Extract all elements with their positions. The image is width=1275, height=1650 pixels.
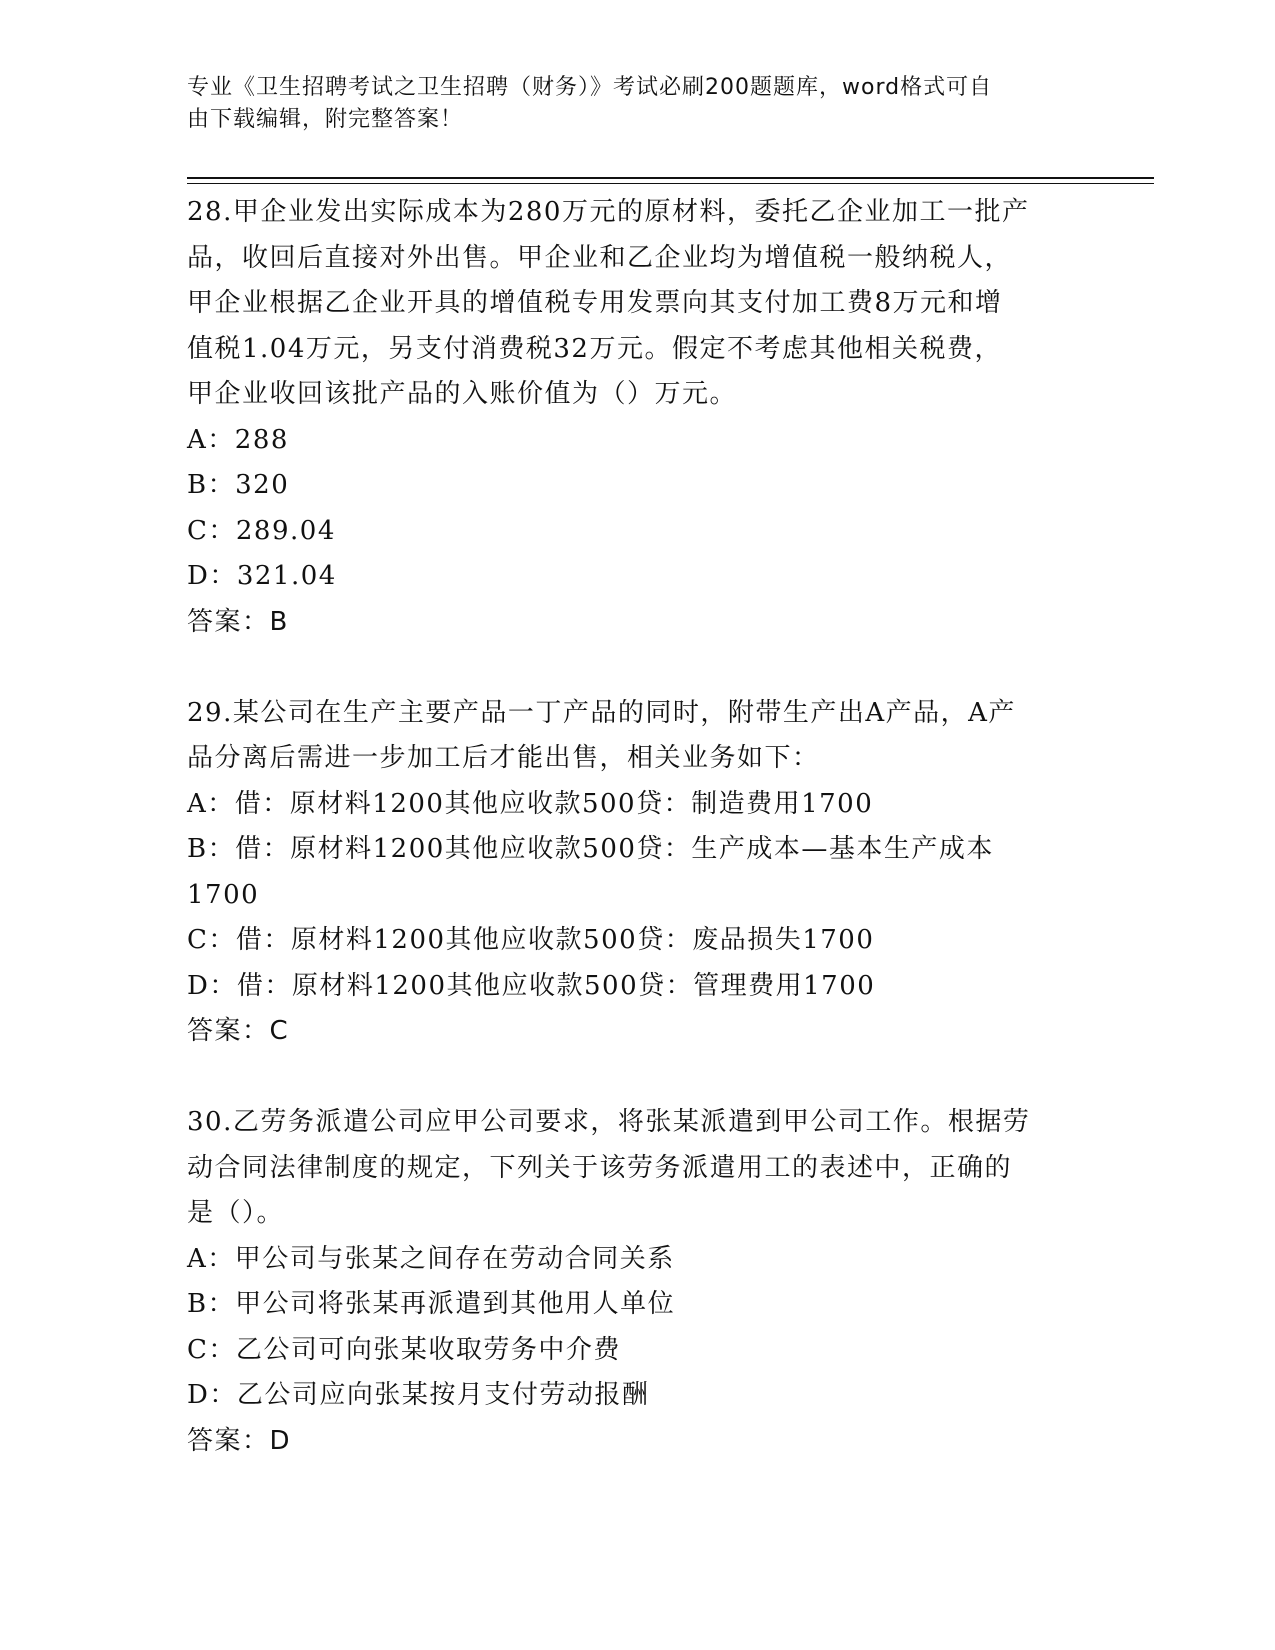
option-b: B：甲公司将张某再派遣到其他用人单位: [187, 1289, 676, 1319]
question-text-line: 品，收回后直接对外出售。甲企业和乙企业均为增值税一般纳税人，: [187, 242, 1013, 273]
option-a: A：借：原材料1200其他应收款500贷：制造费用1700: [187, 788, 874, 819]
header-line-1: 专业《卫生招聘考试之卫生招聘（财务）》考试必刷200题题库，word格式可自: [187, 75, 993, 100]
option-b: B：借：原材料1200其他应收款500贷：生产成本—基本生产成本: [187, 834, 994, 864]
document-header: [187, 72, 1067, 136]
option-c: C：乙公司可向张某收取劳务中介费: [187, 1334, 621, 1365]
question-text-line: 是（）。: [187, 1198, 285, 1228]
question-29: [187, 691, 1087, 1055]
option-d: D：乙公司应向张某按月支付劳动报酬: [187, 1380, 650, 1410]
question-text-line: 动合同法律制度的规定，下列关于该劳务派遣用工的表述中，正确的: [187, 1152, 1013, 1183]
answer-label: 答案：D: [187, 1425, 292, 1456]
option-d: D：321.04: [187, 561, 337, 591]
option-a: A：288: [187, 424, 289, 455]
option-c: C：289.04: [187, 515, 336, 546]
option-a: A：甲公司与张某之间存在劳动合同关系: [187, 1243, 675, 1274]
question-list: [187, 190, 1087, 1464]
answer-label: 答案：B: [187, 606, 289, 637]
question-text-line: 30.乙劳务派遣公司应甲公司要求，将张某派遣到甲公司工作。根据劳: [187, 1107, 1031, 1137]
question-text-line: 29.某公司在生产主要产品一丁产品的同时，附带生产出A产品，A产: [187, 697, 1016, 728]
option-d: D：借：原材料1200其他应收款500贷：管理费用1700: [187, 970, 876, 1001]
header-divider-thin: [187, 183, 1154, 184]
question-text-line: 值税1.04万元，另支付消费税32万元。假定不考虑其他相关税费，: [187, 333, 1002, 364]
option-b: B：320: [187, 470, 290, 500]
answer-label: 答案：C: [187, 1016, 290, 1046]
question-30: [187, 1100, 1087, 1464]
spacer: [187, 645, 1087, 691]
option-c: C：借：原材料1200其他应收款500贷：废品损失1700: [187, 925, 875, 955]
question-text-line: 甲企业收回该批产品的入账价值为（）万元。: [187, 379, 738, 409]
question-text-line: 品分离后需进一步加工后才能出售，相关业务如下：: [187, 743, 820, 773]
question-text-line: 28.甲企业发出实际成本为280万元的原材料，委托乙企业加工一批产: [187, 197, 1030, 227]
question-28: [187, 190, 1087, 645]
header-divider-thick: [187, 177, 1154, 179]
option-b-continued: 1700: [187, 879, 260, 910]
spacer: [187, 1055, 1087, 1101]
question-text-line: 甲企业根据乙企业开具的增值税专用发票向其支付加工费8万元和增: [187, 288, 1003, 318]
header-line-2: 由下载编辑，附完整答案！: [187, 107, 464, 132]
